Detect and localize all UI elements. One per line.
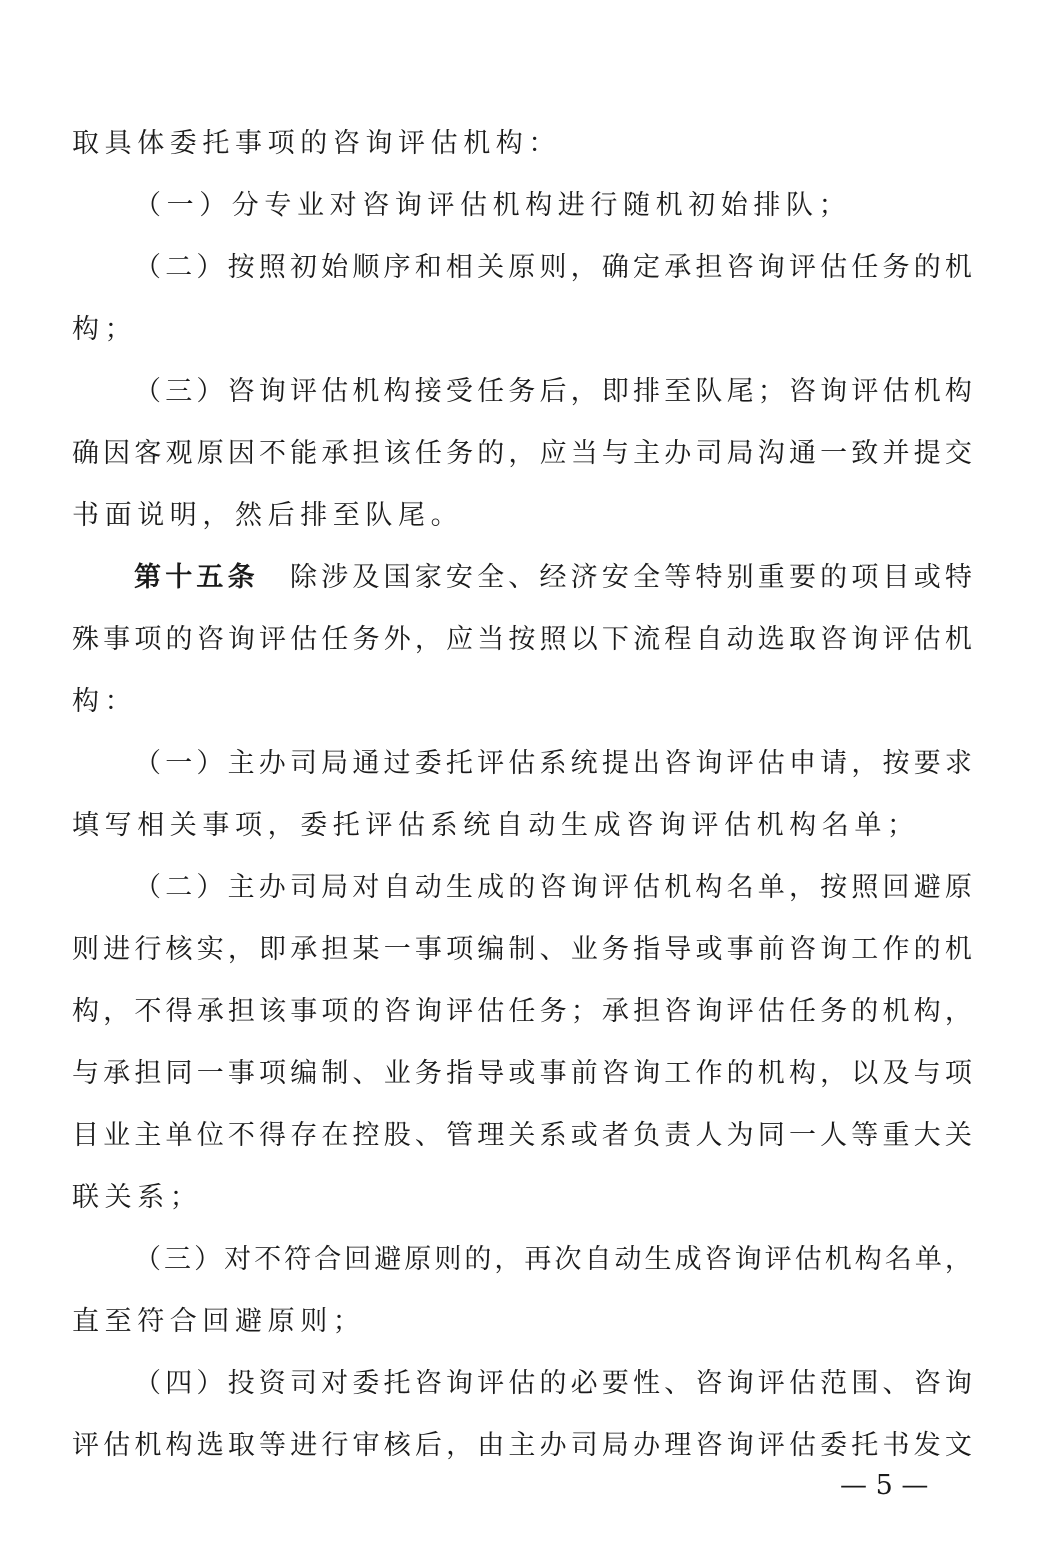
text-line: 构 ， 不 得 承 担 该 事 项 的 咨 询 评 估 任 务 ； 承 担 咨 询 评 估 任 务 的 机 构 ，	[72, 996, 972, 1027]
text-line: 与 承 担 同 一 事 项 编 制 、 业 务 指 导 或 事 前 咨 询 工 作 的 机 构 ， 以 及 与 项	[72, 1058, 972, 1089]
text-line: 书面说明，然后排至队尾。	[72, 500, 464, 531]
text-line: 直至符合回避原则；	[72, 1306, 366, 1337]
text-line: （ 三 ） 对 不 符 合 回 避 原 则 的 ， 再 次 自 动 生 成 咨 询 评 估 机 构 名 单 ，	[134, 1244, 972, 1275]
text-line: （ 二 ） 按 照 初 始 顺 序 和 相 关 原 则 ， 确 定 承 担 咨 询 评 估 任 务 的 机	[134, 252, 972, 283]
text-line: 则 进 行 核 实 ， 即 承 担 某 一 事 项 编 制 、 业 务 指 导 或 事 前 咨 询 工 作 的 机	[72, 934, 972, 965]
text-line: （ 三 ） 咨 询 评 估 机 构 接 受 任 务 后 ， 即 排 至 队 尾 ； 咨 询 评 估 机 构	[134, 376, 972, 407]
text-line: 评 估 机 构 选 取 等 进 行 审 核 后 ， 由 主 办 司 局 办 理 咨 询 评 估 委 托 书 发 文	[72, 1430, 972, 1461]
text-line: 填写相关事项，委托评估系统自动生成咨询评估机构名单；	[72, 810, 920, 841]
text-line: （ 一 ） 主 办 司 局 通 过 委 托 评 估 系 统 提 出 咨 询 评 估 申 请 ， 按 要 求	[134, 748, 972, 779]
text-line: 联关系；	[72, 1182, 203, 1213]
text-line: 确 因 客 观 原 因 不 能 承 担 该 任 务 的 ， 应 当 与 主 办 司 局 沟 通 一 致 并 提 交	[72, 438, 972, 469]
page-number: — 5 —	[840, 1470, 929, 1501]
text-line: 殊 事 项 的 咨 询 评 估 任 务 外 ， 应 当 按 照 以 下 流 程 自 动 选 取 咨 询 评 估 机	[72, 624, 972, 655]
text-line: 目 业 主 单 位 不 得 存 在 控 股 、 管 理 关 系 或 者 负 责 人 为 同 一 人 等 重 大 关	[72, 1120, 972, 1151]
text-line: 取具体委托事项的咨询评估机构：	[72, 128, 561, 159]
text-line: （ 二 ） 主 办 司 局 对 自 动 生 成 的 咨 询 评 估 机 构 名 单 ， 按 照 回 避 原	[134, 872, 972, 903]
text-line: 构；	[72, 314, 138, 345]
text-line: （一）分专业对咨询评估机构进行随机初始排队；	[134, 190, 852, 221]
document-body	[72, 113, 972, 1477]
text-line: 构：	[72, 686, 138, 717]
text-line: 第 十 五 条 除 涉 及 国 家 安 全 、 经 济 安 全 等 特 别 重 要 的 项 目 或 特	[134, 562, 972, 593]
text-line: （ 四 ） 投 资 司 对 委 托 咨 询 评 估 的 必 要 性 、 咨 询 评 估 范 围 、 咨 询	[134, 1368, 972, 1399]
